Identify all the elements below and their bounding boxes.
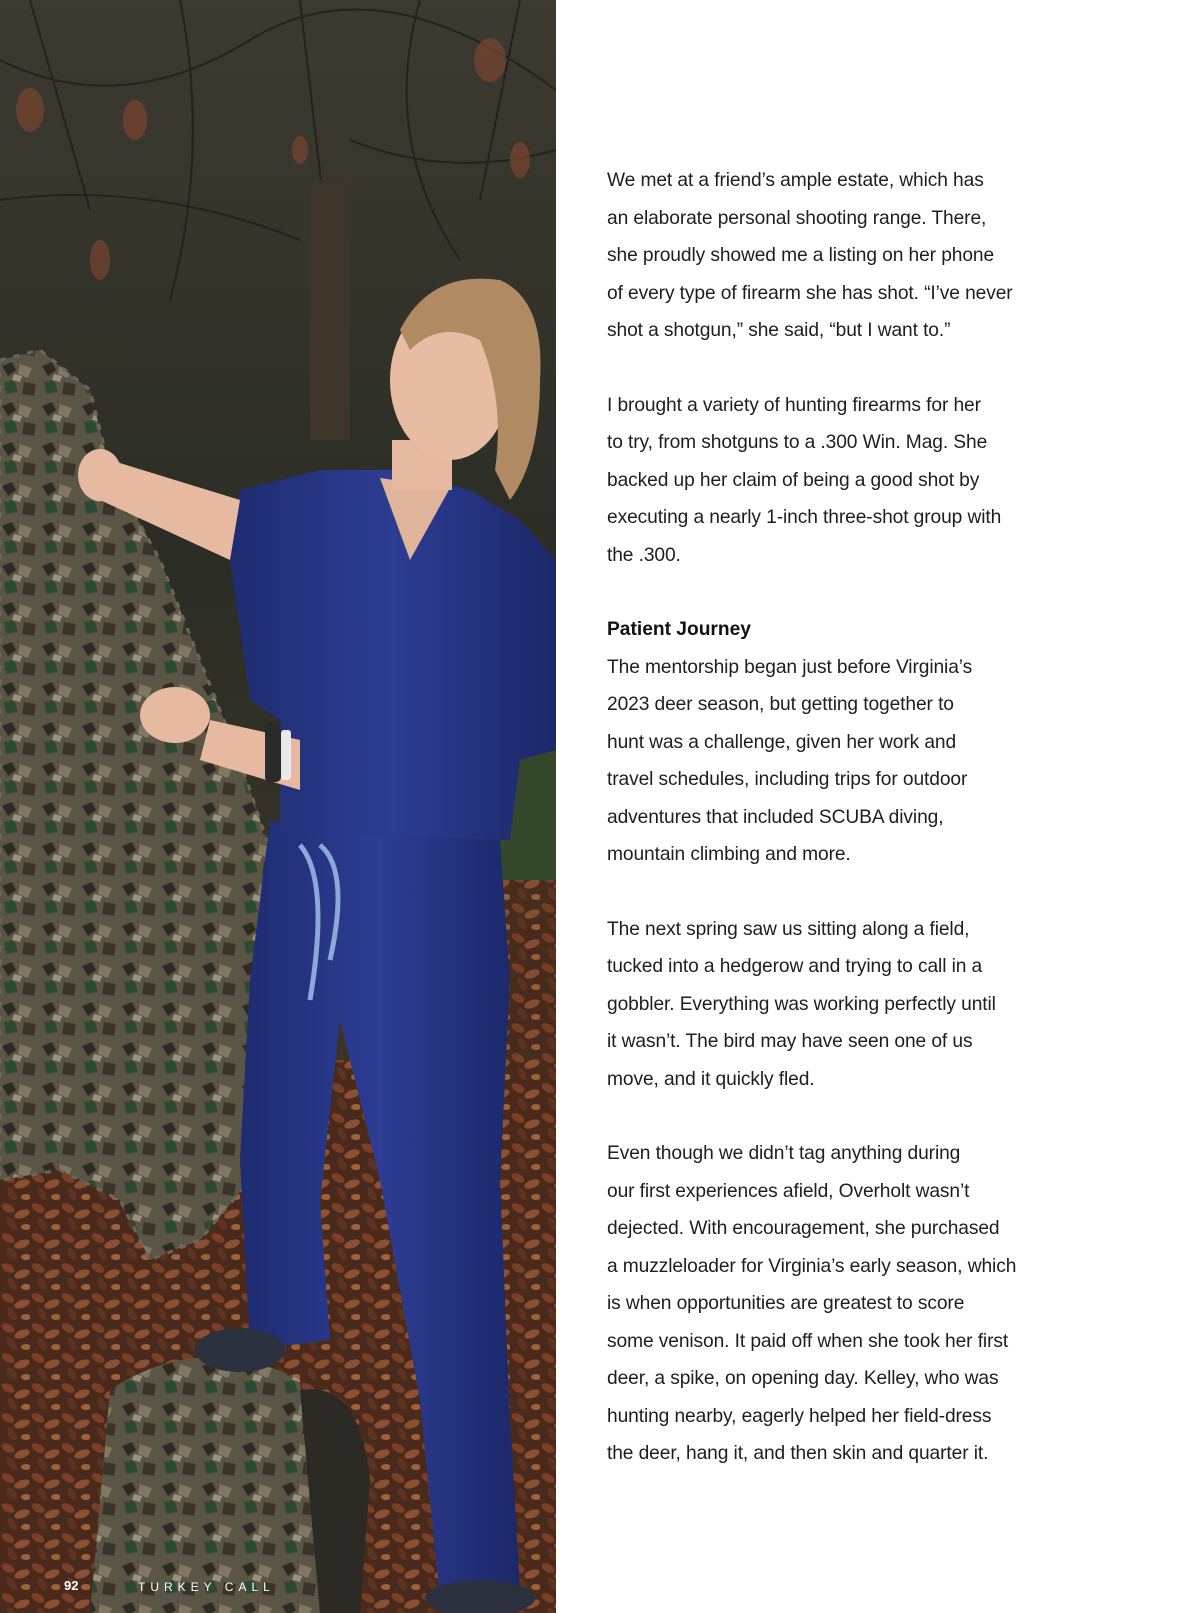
paragraph xyxy=(607,387,1077,575)
text-line: some venison. It paid off when she took her first xyxy=(607,1330,1009,1352)
text-line: mountain climbing and more. xyxy=(607,844,851,865)
text-line: is when opportunities are greatest to score xyxy=(607,1293,965,1314)
paragraph xyxy=(607,1135,1077,1473)
backpack xyxy=(90,1357,320,1613)
watch-icon xyxy=(265,722,281,782)
text-line: 2023 deer season, but getting together to xyxy=(607,694,954,715)
text-line: move, and it quickly fled. xyxy=(607,1068,815,1090)
text-line: a muzzleloader for Virginia’s early season, which xyxy=(607,1255,1017,1277)
text-line: travel schedules, including trips for outdoor xyxy=(607,769,968,790)
text-line: hunting nearby, eagerly helped her field-dress xyxy=(607,1405,992,1427)
text-line: hunt was a challenge, given her work and xyxy=(607,731,957,753)
photo-panel xyxy=(0,0,556,1613)
woman-with-camo-suit-photo xyxy=(0,0,556,1613)
text-line: Even though we didn’t tag anything during xyxy=(607,1143,961,1164)
text-line: our first experiences afield, Overholt wasn’t xyxy=(607,1180,970,1202)
text-line: of every type of firearm she has shot. “I’ve never xyxy=(607,282,1013,304)
text-line: the deer, hang it, and then skin and quarter it. xyxy=(607,1443,989,1464)
text-line: I brought a variety of hunting firearms for her xyxy=(607,394,981,416)
text-line: executing a nearly 1-inch three-shot group with xyxy=(607,507,1002,528)
text-line: The next spring saw us sitting along a field, xyxy=(607,918,970,940)
text-line: backed up her claim of being a good shot by xyxy=(607,469,980,491)
text-line: an elaborate personal shooting range. There, xyxy=(607,207,987,229)
text-line: she proudly showed me a listing on her phone xyxy=(607,245,995,266)
publication-name: TURKEY CALL xyxy=(138,1580,275,1594)
text-line: gobbler. Everything was working perfectly until xyxy=(607,993,996,1015)
article-body xyxy=(607,162,1077,1510)
hand xyxy=(140,687,210,743)
text-line: We met at a friend’s ample estate, which has xyxy=(607,170,984,191)
paragraph xyxy=(607,911,1077,1099)
text-line: deer, a spike, on opening day. Kelley, who was xyxy=(607,1368,999,1389)
text-line: The mentorship began just before Virginia’s xyxy=(607,656,973,678)
text-line: to try, from shotguns to a .300 Win. Mag. She xyxy=(607,432,988,453)
text-line: it wasn’t. The bird may have seen one of us xyxy=(607,1031,973,1052)
text-line: tucked into a hedgerow and trying to call in a xyxy=(607,956,983,977)
text-line: adventures that included SCUBA diving, xyxy=(607,806,944,828)
page-number: 92 xyxy=(64,1578,79,1593)
text-line: the .300. xyxy=(607,544,681,566)
text-line: shot a shotgun,” she said, “but I want to.” xyxy=(607,320,951,341)
paragraph xyxy=(607,162,1077,350)
section-subhead: Patient Journey xyxy=(607,619,751,640)
text-line: dejected. With encouragement, she purchased xyxy=(607,1218,1000,1239)
paragraph xyxy=(607,649,1077,874)
